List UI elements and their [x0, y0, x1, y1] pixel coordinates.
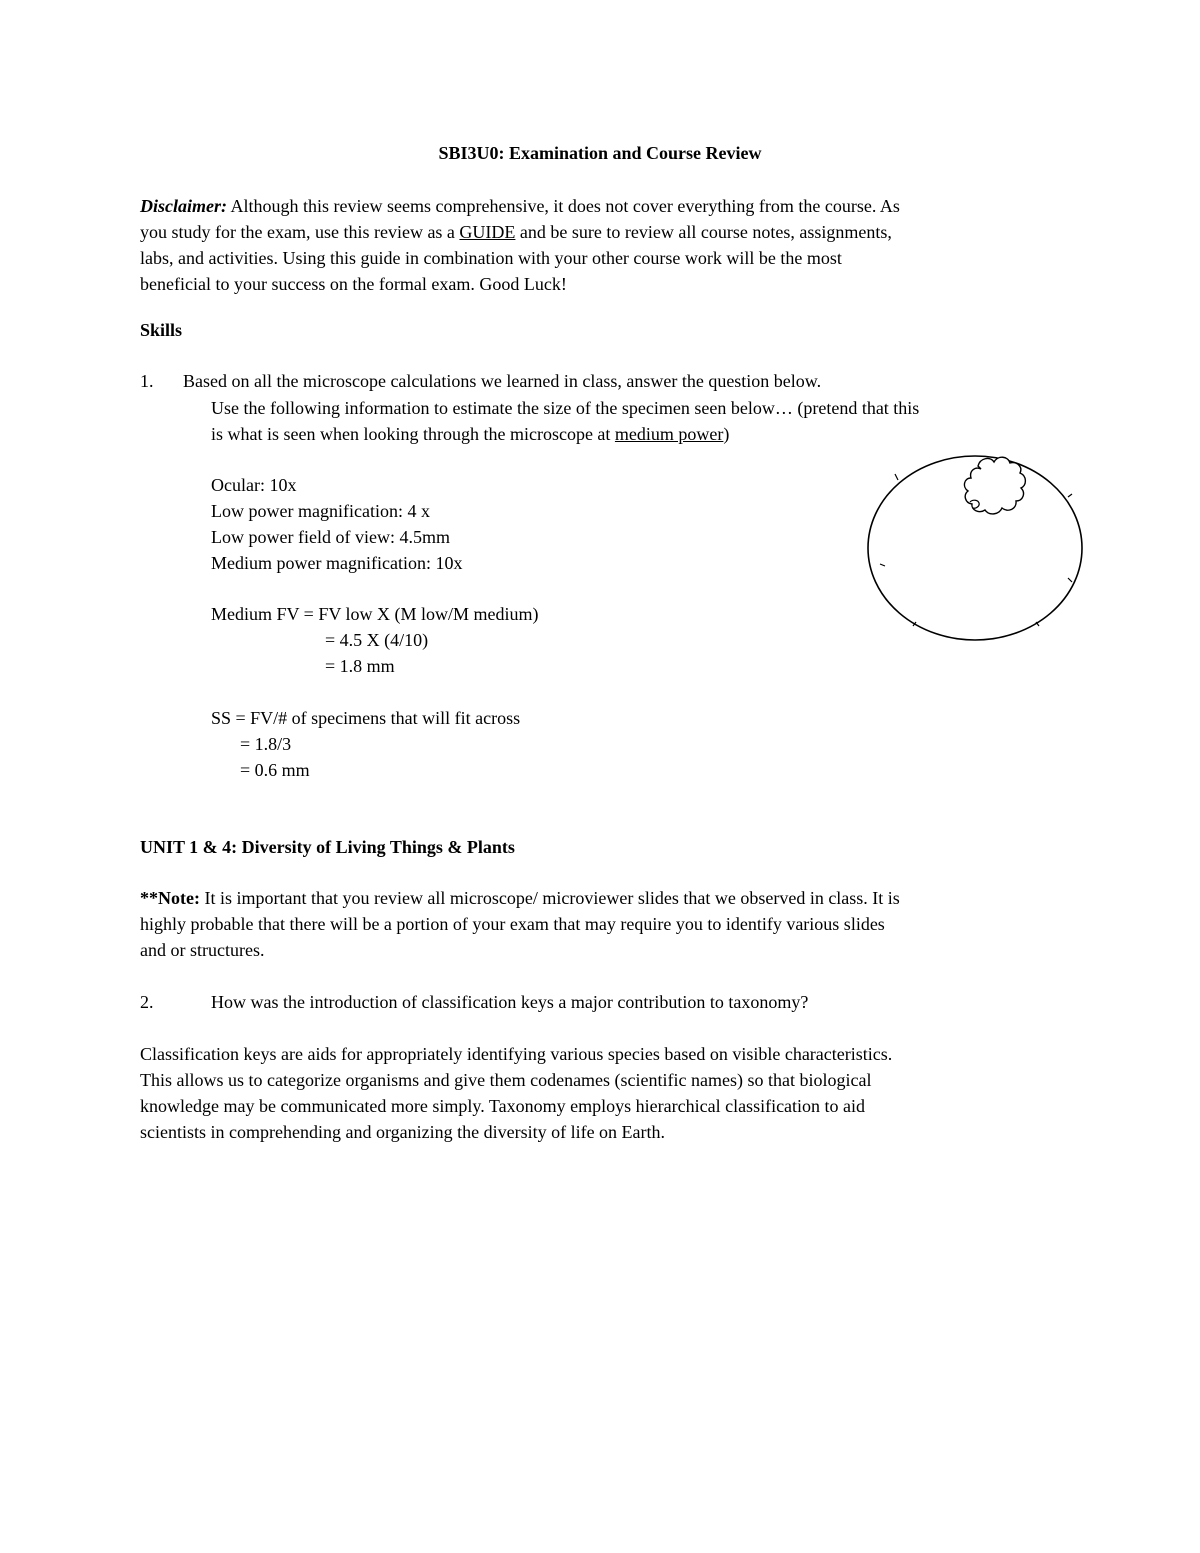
question-1-sub-line-2: is what is seen when looking through the microscope at medium power) [211, 424, 730, 444]
unit-1-4-heading: UNIT 1 & 4: Diversity of Living Things & Plants [140, 837, 515, 857]
answer-line-1: Classification keys are aids for appropriately identifying various species based on visible characteristics. [140, 1044, 893, 1064]
skills-heading: Skills [140, 320, 183, 340]
disclaimer-label: Disclaimer: [140, 196, 227, 216]
microscope-field-of-view-diagram [860, 446, 1090, 646]
guide-underlined: GUIDE [459, 222, 516, 242]
calc-medium-fv-result: = 1.8 mm [325, 656, 395, 676]
calc-medium-fv-formula: Medium FV = FV low X (M low/M medium) [211, 604, 539, 624]
answer-line-3: knowledge may be communicated more simply. Taxonomy employs hierarchical classification to aid [140, 1096, 866, 1116]
specimen-blob [964, 457, 1025, 514]
calc-ss-formula: SS = FV/# of specimens that will fit across [211, 708, 521, 728]
disclaimer-line-2: you study for the exam, use this review as a GUIDE and be sure to review all course notes, assignments, [140, 222, 892, 242]
disclaimer-line-4: beneficial to your success on the formal exam. Good Luck! [140, 274, 567, 294]
given-low-power-field-of-view: Low power field of view: 4.5mm [211, 527, 450, 547]
answer-line-4: scientists in comprehending and organizing the diversity of life on Earth. [140, 1122, 666, 1142]
given-ocular: Ocular: 10x [211, 475, 297, 495]
given-low-power-magnification: Low power magnification: 4 x [211, 501, 430, 521]
calc-medium-fv-step: = 4.5 X (4/10) [325, 630, 429, 650]
medium-power-underlined: medium power [614, 424, 724, 444]
page-title: SBI3U0: Examination and Course Review [438, 143, 762, 163]
answer-line-2: This allows us to categorize organisms and give them codenames (scientific names) so that biological [140, 1070, 872, 1090]
disclaimer-line-3: labs, and activities. Using this guide in combination with your other course work will be the most [140, 248, 842, 268]
note-line-1: **Note: It is important that you review all microscope/ microviewer slides that we observed in class. It is [140, 888, 900, 908]
question-1-sub-line-1: Use the following information to estimate the size of the specimen seen below… (pretend that this [211, 398, 920, 418]
note-line-3: and or structures. [140, 940, 265, 960]
disclaimer-line-1: Disclaimer: Although this review seems comprehensive, it does not cover everything from the course. As [140, 196, 900, 216]
question-2-number: 2. [140, 992, 154, 1012]
question-2-text: How was the introduction of classification keys a major contribution to taxonomy? [211, 992, 809, 1012]
note-label: **Note: [140, 888, 200, 908]
question-1-text: Based on all the microscope calculations we learned in class, answer the question below. [183, 371, 822, 391]
calc-ss-result: = 0.6 mm [240, 760, 310, 780]
given-medium-power-magnification: Medium power magnification: 10x [211, 553, 463, 573]
question-1-number: 1. [140, 371, 154, 391]
note-line-2: highly probable that there will be a portion of your exam that may require you to identify various slides [140, 914, 885, 934]
calc-ss-step: = 1.8/3 [240, 734, 292, 754]
